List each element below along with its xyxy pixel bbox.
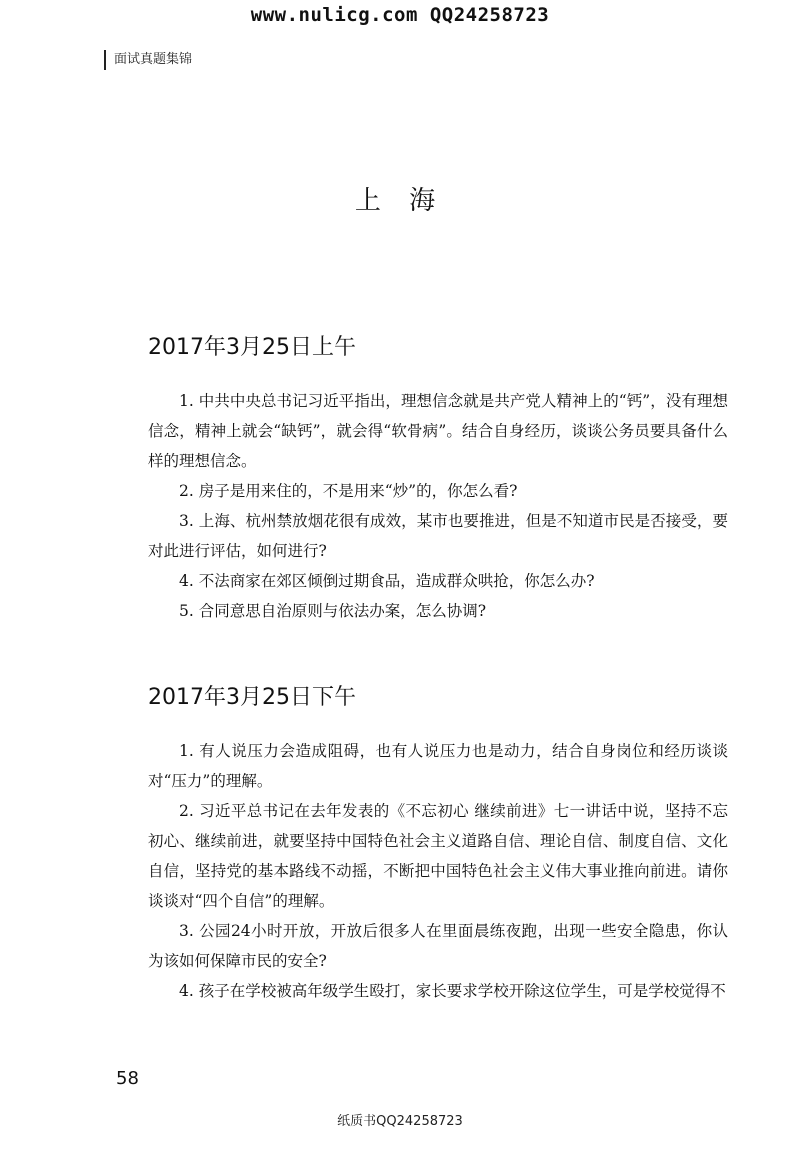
question-item: 1. 中共中央总书记习近平指出，理想信念就是共产党人精神上的“钙”，没有理想信念，精神上就会“缺钙”，就会得“软骨病”。结合自身经历，谈谈公务员要具备什么样的理想信念。 xyxy=(148,392,728,470)
question-list-afternoon xyxy=(148,736,728,1006)
question-item: 4. 孩子在学校被高年级学生殴打，家长要求学校开除这位学生，可是学校觉得不 xyxy=(179,982,726,1000)
bottom-watermark: 纸质书QQ24258723 xyxy=(337,1114,463,1129)
question-item: 2. 房子是用来住的，不是用来“炒”的，你怎么看? xyxy=(179,482,518,500)
page-number: 58 xyxy=(116,1068,139,1089)
question-list-morning xyxy=(148,386,728,626)
question-item: 5. 合同意思自治原则与依法办案，怎么协调? xyxy=(179,602,487,620)
section-heading-afternoon: 2017年3月25日下午 xyxy=(148,685,356,710)
running-head: 面试真题集锦 xyxy=(104,50,192,70)
chapter-title: 上 海 xyxy=(354,186,446,216)
question-item: 4. 不法商家在郊区倾倒过期食品，造成群众哄抢，你怎么办? xyxy=(179,572,595,590)
question-item: 3. 公园24小时开放，开放后很多人在里面晨练夜跑，出现一些安全隐患，你认为该如何保障市民的安全? xyxy=(148,922,728,970)
question-item: 1. 有人说压力会造成阻碍，也有人说压力也是动力，结合自身岗位和经历谈谈对“压力”的理解。 xyxy=(148,742,728,790)
section-heading-morning: 2017年3月25日上午 xyxy=(148,335,356,360)
question-item: 3. 上海、杭州禁放烟花很有成效，某市也要推进，但是不知道市民是否接受，要对此进行评估，如何进行? xyxy=(148,512,728,560)
question-item: 2. 习近平总书记在去年发表的《不忘初心 继续前进》七一讲话中说，坚持不忘初心、继续前进，就要坚持中国特色社会主义道路自信、理论自信、制度自信、文化自信，坚持党的基本路线不动摇，不断把中国特色社会主义伟大事业推向前进。请你谈谈对“四个自信”的理解。 xyxy=(148,802,728,910)
top-watermark: www.nulicg.com QQ24258723 xyxy=(250,4,550,26)
